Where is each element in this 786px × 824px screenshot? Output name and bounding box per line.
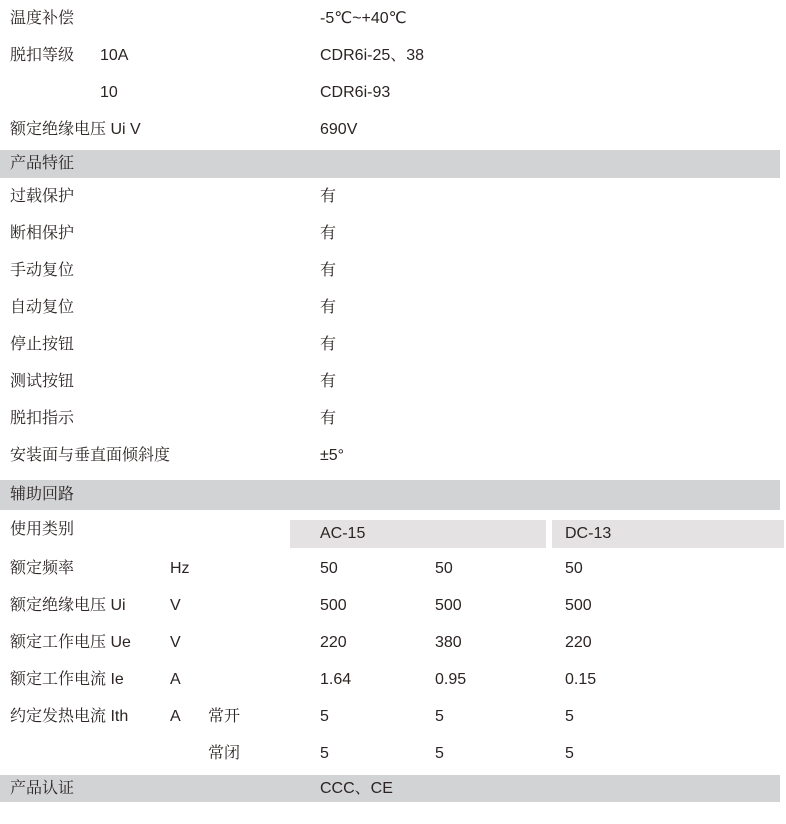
spec-row-trip-indicator [0,400,786,437]
spec-row-rated-operational-voltage [0,624,786,661]
row-value-dc13: 50 [565,560,583,577]
spec-row-conventional-thermal-current-nc [0,735,786,772]
row-value: 有 [320,410,337,427]
row-sublabel-normally-open: 常开 [208,708,241,725]
row-value: 有 [320,188,337,205]
row-value: ±5° [320,447,345,464]
section-header-auxiliary-circuit: 辅助回路 [0,480,780,510]
spec-row-manual-reset [0,252,786,289]
row-label: 脱扣指示 [10,410,75,427]
row-value: 有 [320,262,337,279]
section-header-product-features: 产品特征 [0,150,780,178]
row-label: 额定工作电压 Ue [10,634,131,651]
spec-row-phase-failure-protection [0,215,786,252]
row-value: 690V [320,121,358,138]
row-label: 约定发热电流 Ith [10,708,129,725]
spec-row-auto-reset [0,289,786,326]
spec-row-mounting-tilt [0,437,786,474]
spec-row-utilization-category [0,510,786,550]
spec-row-stop-button [0,326,786,363]
row-label: 温度补偿 [10,10,75,27]
row-value-ac15-2: 5 [435,708,444,725]
row-value-dc13: 500 [565,597,592,614]
row-label: 安装面与垂直面倾斜度 [10,447,171,464]
row-value-ac15-1: 500 [320,597,347,614]
row-label: 测试按钮 [10,373,75,390]
row-label: 过载保护 [10,188,75,205]
row-label: 停止按钮 [10,336,75,353]
row-value-ac15-2: 380 [435,634,462,651]
row-value-ac15-1: 5 [320,745,329,762]
row-label: 使用类别 [10,521,75,538]
spec-row-rated-insulation-voltage [0,111,786,148]
row-value-dc13: 5 [565,745,574,762]
spec-row-rated-operational-current [0,661,786,698]
row-value-ac15-2: 5 [435,745,444,762]
row-label: 断相保护 [10,225,75,242]
row-label: 手动复位 [10,262,75,279]
row-value-dc13: 0.15 [565,671,597,688]
row-unit: V [170,597,181,614]
row-value: CDR6i-25、38 [320,47,425,64]
row-value: -5℃~+40℃ [320,10,407,27]
row-value: 有 [320,336,337,353]
spec-row-test-button [0,363,786,400]
spec-row-aux-rated-insulation-voltage [0,587,786,624]
row-value: 有 [320,373,337,390]
row-value: CCC、CE [320,780,393,797]
row-label: 额定工作电流 Ie [10,671,124,688]
row-label: 额定绝缘电压 Ui [10,597,126,614]
row-unit: Hz [170,560,190,577]
row-value-ac15-2: 500 [435,597,462,614]
row-value-ac15-1: 220 [320,634,347,651]
row-value-ac15-1: 1.64 [320,671,352,688]
row-label: 产品认证 [10,780,75,797]
row-value-ac15-2: 50 [435,560,453,577]
row-sublabel-normally-closed: 常闭 [208,745,241,762]
row-label: 额定绝缘电压 Ui V [10,121,141,138]
spec-row-trip-class-10 [0,74,786,111]
row-unit: A [170,671,181,688]
row-value-ac15-1: 5 [320,708,329,725]
row-unit: V [170,634,181,651]
row-value-dc13: 5 [565,708,574,725]
category-cell-dc13: DC-13 [552,520,784,548]
row-sublabel: 10A [100,47,129,64]
spec-row-temperature-compensation [0,0,786,37]
row-value-ac15-1: 50 [320,560,338,577]
row-label: 自动复位 [10,299,75,316]
section-row-product-certification [0,775,780,802]
row-value: CDR6i-93 [320,84,391,101]
row-value: 有 [320,225,337,242]
category-cell-ac15: AC-15 [290,520,546,548]
spec-row-rated-frequency [0,550,786,587]
row-value-dc13: 220 [565,634,592,651]
row-value: 有 [320,299,337,316]
row-label: 额定频率 [10,560,75,577]
row-unit: A [170,708,181,725]
row-label: 脱扣等级 [10,47,75,64]
spec-row-conventional-thermal-current-no [0,698,786,735]
spec-row-trip-class-10a [0,37,786,74]
row-sublabel: 10 [100,84,118,101]
spec-row-overload-protection [0,178,786,215]
row-value-ac15-2: 0.95 [435,671,467,688]
